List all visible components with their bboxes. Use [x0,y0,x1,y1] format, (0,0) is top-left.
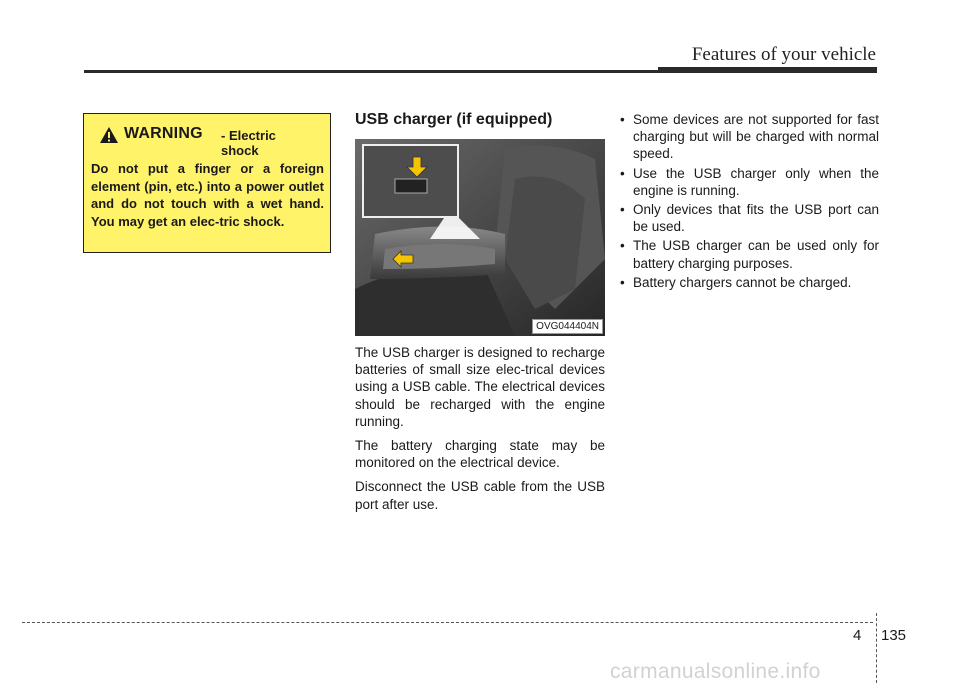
bullet-item: • Some devices are not supported for fast charging but will be charged with normal speed. [611,111,879,163]
body-paragraph: The battery charging state may be monitored on the electrical device. [355,438,605,471]
footer-rule [22,622,873,623]
warning-box [83,113,331,253]
body-paragraph: Disconnect the USB cable from the USB port after use. [355,479,605,512]
section-title: USB charger (if equipped) [355,111,553,128]
section-body [355,344,605,520]
warning-body: Do not put a finger or a foreign element (pin, etc.) into a power outlet and do not touch with a wet hand. You may get an elec-tric shock. [91,161,324,229]
body-paragraph: The USB charger is designed to recharge batteries of small size elec-trical devices using a USB cable. The electrical devices should be recharged with the engine running. [355,345,605,429]
warning-header [91,124,324,158]
bullet-item: • Battery chargers cannot be charged. [611,274,879,291]
warning-triangle-icon [99,126,119,144]
rear-seat-illustration [355,139,605,336]
page-header-title: Features of your vehicle [691,44,876,65]
warning-subtitle: - Electric shock [221,128,276,158]
header-rule-tab [658,67,877,73]
bullet-item: • Only devices that fits the USB port can be used. [611,201,879,235]
bullet-item: • Use the USB charger only when the engine is running. [611,165,879,199]
chapter-number: 4 [853,627,862,644]
usb-charger-figure [355,139,605,336]
bullet-list [611,111,879,293]
bullet-item: • The USB charger can be used only for battery charging purposes. [611,237,879,271]
figure-label: OVG044404N [532,319,603,334]
page-number: 135 [881,627,907,644]
warning-title: WARNING [124,125,203,142]
footer-divider [876,613,877,683]
watermark: carmanualsonline.info [610,660,821,683]
